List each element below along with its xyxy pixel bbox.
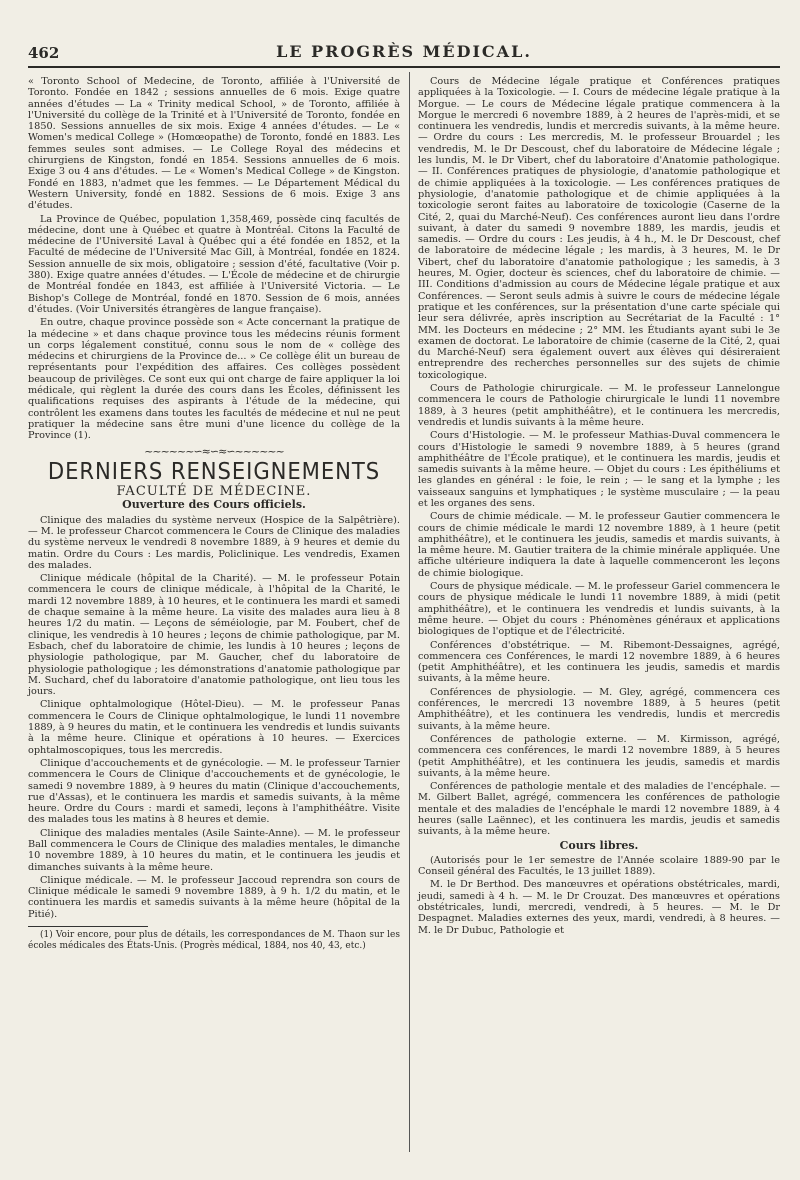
paragraph: Cours de Médecine légale pratique et Conférences pratiques appliquées à la Toxicologie. — I. Cours de médecine légale pratique à la Morgue. — Le cours de Médecine légale pratique commencera à la Morgue le mercredi 6 novembre 1889, à 2 heures de l'après-midi, et se continuera les vendredis, lundis et mercredis suivants, à la même heure. — Ordre du cours : Les mercredis, M. le professeur Brouardel ; les vendredis, M. le Dr Descoust, chef du laboratoire de Médecine légale ; les lundis, M. le Dr Vibert, chef du laboratoire d'Anatomie pathologique. — II. Conférences pratiques de physiologie, d'anatomie pathologique et de chimie appliquées à la toxicologie. — Les conférences pratiques de physiologie, d'anatomie pathologique et de chimie appliquées à la toxicologie seront faites au laboratoire de toxicologie (Caserne de la Cité, 2, quai du Marché-Neuf). Ces conférences auront lieu dans l'ordre suivant, à dater du samedi 9 novembre 1889, les mardis, jeudis et samedis. — Ordre du cours : Les jeudis, à 4 h., M. le Dr Descoust, chef de laboratoire de médecine légale ; les mardis, à 3 heures, M. le Dr Vibert, chef du laboratoire d'anatomie pathologique ; les samedis, à 3 heures, M. Ogier, docteur ès sciences, chef du laboratoire de chimie. — III. Conditions d'admission au cours de Médecine légale pratique et aux Conférences. — Seront seuls admis à suivre le cours de médecine légale pratique et les conférences, sur la présentation d'une carte spéciale qui leur sera délivrée, après inscription au Secrétariat de la Faculté : 1° MM. les Docteurs en médecine ; 2° MM. les Étudiants ayant subi le 3e examen de doctorat. Le laboratoire de chimie (caserne de la Cité, 2, quai du Marché-Neuf) sera également ouvert aux élèves qui désireraient entreprendre des recherches personnelles sur des sujets de chimie toxicologique. — [418, 76, 780, 381]
paragraph: Cours de chimie médicale. — M. le professeur Gautier commencera le cours de chimie médicale le mardi 12 novembre 1889, à 1 heure (petit amphithéâtre), et le continuera les jeudis, samedis et mardis suivants, à la même heure. M. Gautier traitera de la chimie minérale appliquée. Une affiche ultérieure indiquera la date à laquelle commenceront les leçons de chimie biologique. — [418, 511, 780, 579]
paragraph: Clinique ophtalmologique (Hôtel-Dieu). — M. le professeur Panas commencera le Cours de Clinique ophtalmologique, le lundi 11 novembre 1889, à 9 heures du matin, et le continuera les vendredis et lundis suivants à la même heure. Clinique et opérations à 10 heures. — Exercices ophtalmoscopiques, tous les mercredis. — [28, 699, 400, 756]
paragraph: Clinique médicale (hôpital de la Charité). — M. le professeur Potain commencera le cours de clinique médicale, à l'hôpital de la Charité, le mardi 12 novembre 1889, à 10 heures, et le continuera les mardi et samedi de chaque semaine à la même heure. La visite des malades aura lieu à 8 heures 1/2 du matin. — Leçons de séméiologie, par M. Foubert, chef de clinique, les vendredis à 10 heures ; leçons de chimie pathologique, par M. Esbach, chef du laboratoire de chimie, les lundis à 10 heures ; leçons de physiologie pathologique, par M. Gaucher, chef du laboratoire de physiologie pathologique ; les démonstrations d'anatomie pathologique par M. Suchard, chef du laboratoire d'anatomie pathologique, ont lieu tous les jours. — [28, 573, 400, 698]
paragraph: En outre, chaque province possède son « Acte concernant la pratique de la médecine » et dans chaque province tous les médecins réunis forment un corps légalement constitué, connu sous le nom de « collège des médecins et chirurgiens de la Province de... » Ce collège élit un bureau de représentants pour l'expédition des affaires. Ces collèges possèdent beaucoup de privilèges. Ce sont eux qui ont charge de faire appliquer la loi médicale, qui règlent la durée des cours dans les Écoles, définissent les qualifications requises des aspirants à l'étude de la médecine, qui contrôlent les examens dans toutes les facultés de médecine et nul ne peut pratiquer la médecine sans être muni d'une licence du collège de la Province (1). — [28, 317, 400, 442]
section-title: DERNIERS RENSEIGNEMENTS — [47, 458, 381, 485]
paragraph: Clinique des maladies du système nerveux (Hospice de la Salpêtrière). — M. le professeur Charcot commencera le Cours de Clinique des maladies du système nerveux le vendredi 8 novembre 1889, à 9 heures et demie du matin. Ordre du Cours : Les mardis, Policlinique. Les vendredis, Examen des malades. — [28, 514, 401, 571]
right-column — [418, 76, 780, 938]
left-column — [28, 76, 400, 953]
page-header — [28, 40, 780, 68]
paragraph: Conférences de pathologie externe. — M. Kirmisson, agrégé, commencera ces conférences, le mardi 12 novembre 1889, à 5 heures (petit Amphithéâtre), et les continuera les jeudis, samedis et mardis suivants, à la même heure. — [418, 733, 780, 779]
paragraph: Clinique des maladies mentales (Asile Sainte-Anne). — M. le professeur Ball commencera le Cours de Clinique des maladies mentales, le dimanche 10 novembre 1889, à 10 heures du matin, et le continuera les jeudis et dimanches suivants à la même heure. — [28, 827, 400, 873]
journal-title: LE PROGRÈS MÉDICAL. — [276, 42, 532, 61]
footnote: (1) Voir encore, pour plus de détails, les correspondances de M. Thaon sur les écoles médicales des États-Unis. (Progrès médical, 1884, nos 40, 43, etc.) — [28, 930, 400, 951]
paragraph: (Autorisés pour le 1er semestre de l'Année scolaire 1889-90 par le Conseil général des Facultés, le 13 juillet 1889). — [418, 854, 780, 878]
paragraph: Clinique médicale. — M. le professeur Jaccoud reprendra son cours de Clinique médicale le samedi 9 novembre 1889, à 9 h. 1/2 du matin, et le continuera les mardis et samedis suivants à la même heure (hôpital de la Pitié). — [28, 874, 400, 920]
paragraph: Clinique d'accouchements et de gynécologie. — M. le professeur Tarnier commencera le Cours de Clinique d'accouchements et de gynécologie, le samedi 9 novembre 1889, à 9 heures du matin (Clinique d'accouchements, rue d'Assas), et le continuera les mardis et samedis suivants, à la même heure. Ordre du Cours : mardi et samedi, leçons à l'amphithéâtre. Visite des malades tous les matins à 8 heures et demie. — [28, 757, 400, 826]
paragraph: Conférences de physiologie. — M. Gley, agrégé, commencera ces conférences, le mercredi 13 novembre 1889, à 5 heures (petit Amphithéâtre), et les continuera les vendredis, lundis et mercredis suivants, à la même heure. — [418, 686, 780, 732]
footnote-rule — [28, 926, 148, 927]
column-divider — [409, 72, 410, 1152]
section-subtitle: FACULTÉ DE MÉDECINE. — [116, 484, 312, 500]
page-number: 462 — [28, 44, 60, 62]
paragraph: « Toronto School of Medecine, de Toronto, affiliée à l'Université de Toronto. Fondée en 1842 ; sessions annuelles de 6 mois. Exige quatre années d'études — La « Trinity medical School, » de Toronto, affiliée à l'Université du collège de la Trinité et à l'Université de Toronto, fondée en 1850. Sessions annuelles de six mois. Exige 4 années d'études. — Le « Women's medical College » (Homœopathe) de Toronto, fondé en 1883. Les femmes seules sont admises. — Le College Royal des médecins et chirurgiens de Kingston, fondé en 1854. Sessions annuelles de 6 mois. Exige 3 ou 4 ans d'études. — Le « Women's Medical College » de Kingston. Fondé en 1883, n'admet que les femmes. — Le Département Médical du Western University, fondé en 1882. Sessions de 6 mois. Exige 3 ans d'études. — [28, 76, 400, 212]
paragraph: Conférences d'obstétrique. — M. Ribemont-Dessaignes, agrégé, commencera ces Conférences, le mardi 12 novembre 1889, à 6 heures (petit Amphithéâtre), et les continuera les jeudis, samedis et mardis suivants, à la même heure. — [418, 639, 780, 685]
paragraph: Cours de Pathologie chirurgicale. — M. le professeur Lannelongue commencera le cours de Pathologie chirurgicale le lundi 11 novembre 1889, à 3 heures (petit amphithéâtre), et le continuera les mercredis, vendredis et lundis suivants à la même heure. — [418, 383, 780, 428]
paragraph: La Province de Québec, population 1,358,469, possède cinq facultés de médecine, dont une à Québec et quatre à Montréal. Citons la Faculté de médecine de l'Université Laval à Québec qui a été fondée en 1852, et la Faculté de médecine de l'Université Mac Gill, à Montréal, fondée en 1824. Session annuelle de six mois, obligatoire ; session d'été, facultative (Voir p. 380). Exige quatre années d'études. — L'École de médecine et de chirurgie de Montréal fondée en 1843, est affiliée à l'Université Victoria. — Le Bishop's College de Montréal, fondé en 1870. Session de 6 mois, années d'études. (Voir Universités étrangères de langue française). — [28, 213, 400, 315]
section-subheading: Cours libres. — [559, 838, 639, 852]
paragraph: Cours d'Histologie. — M. le professeur Mathias-Duval commencera le cours d'Histologie le samedi 9 novembre 1889, à 5 heures (grand amphithéâtre de l'École pratique), et le continuera les mardis, jeudis et samedis suivants à la même heure. — Objet du cours : Les épithéliums et les glandes en général : le foie, le rein ; — le sang et la lymphe ; les vaisseaux sanguins et lymphatiques ; le système musculaire ; — la peau et les organes des sens. — [418, 430, 780, 509]
ornament-divider: ~~~~~~∽≈∽≈∽~~~~~~ — [144, 444, 284, 458]
section-subheading: Ouverture des Cours officiels. — [122, 498, 306, 512]
paragraph: Conférences de pathologie mentale et des maladies de l'encéphale. — M. Gilbert Ballet, agrégé, commencera les conférences de pathologie mentale et des maladies de l'encéphale le mardi 12 novembre 1889, à 4 heures (salle Laënnec), et les continuera les mardis, jeudis et samedis suivants, à la même heure. — [418, 781, 780, 838]
paragraph: Cours de physique médicale. — M. le professeur Gariel commencera le cours de physique médicale le lundi 11 novembre 1889, à midi (petit amphithéâtre), et le continuera les vendredis et lundis suivants, à la même heure. — Objet du cours : Phénomènes généraux et applications biologiques de l'optique et de l'électricité. — [418, 581, 780, 638]
paragraph: M. le Dr Berthod. Des manœuvres et opérations obstétricales, mardi, jeudi, samedi à 4 h. — M. le Dr Crouzat. Des manœuvres et opérations obstétricales, lundi, mercredi, vendredi, à 5 heures. — M. le Dr Despagnet. Maladies externes des yeux, mardi, vendredi, à 8 heures. — M. le Dr Dubuc, Pathologie et — [418, 879, 780, 936]
